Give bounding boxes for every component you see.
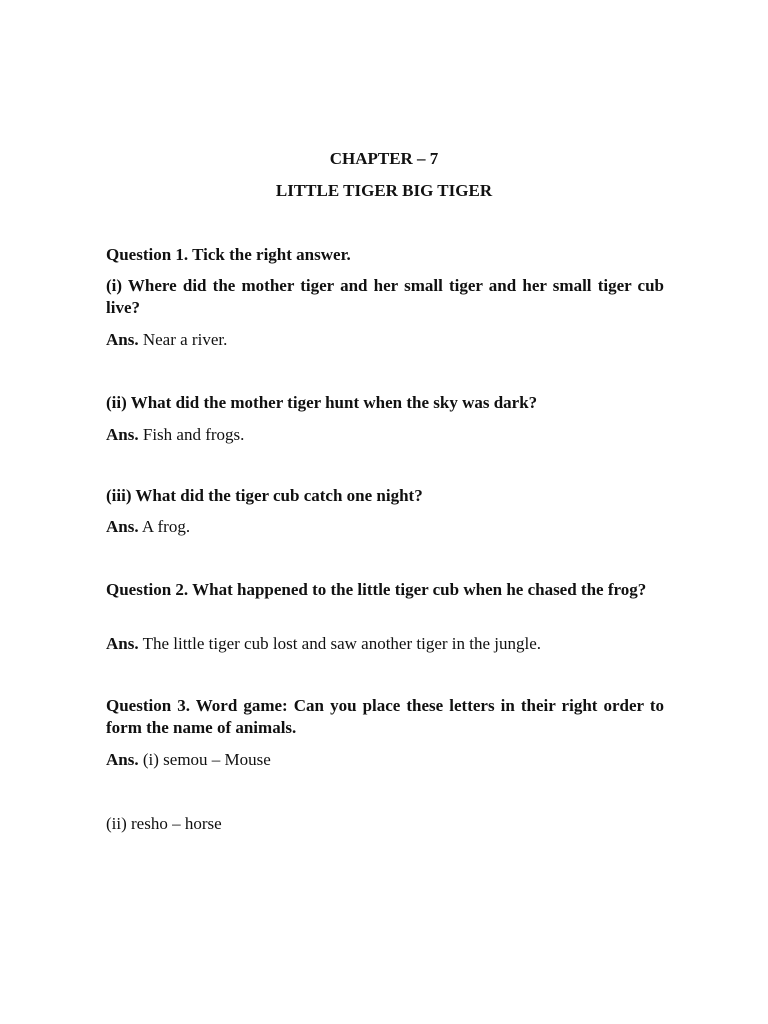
answer-text: Fish and frogs.: [142, 425, 245, 444]
answer-3-part-i: [106, 749, 664, 771]
question-1-part-iii: (iii) What did the tiger cub catch one night?: [106, 486, 423, 505]
answer-label: Ans.: [106, 634, 139, 653]
answer-1-part-iii: [106, 516, 664, 538]
answer-label: Ans.: [106, 517, 139, 536]
answer-1-part-ii: [106, 424, 664, 446]
question-2: Question 2. What happened to the little tiger cub when he chased the frog?: [106, 580, 647, 599]
answer-text: A frog.: [141, 517, 191, 536]
question-3: Question 3. Word game: Can you place these letters in their right order to form the name of animals.: [106, 696, 664, 737]
answer-1-part-i: [106, 329, 664, 351]
question-1-heading: Question 1. Tick the right answer.: [106, 245, 351, 264]
answer-text: (i) semou – Mouse: [142, 750, 271, 769]
answer-label: Ans.: [106, 425, 139, 444]
answer-label: Ans.: [106, 330, 139, 349]
answer-3-part-ii: (ii) resho – horse: [106, 814, 222, 833]
question-1-part-ii: (ii) What did the mother tiger hunt when the sky was dark?: [106, 393, 538, 412]
chapter-heading: CHAPTER – 7: [329, 149, 439, 168]
answer-text: The little tiger cub lost and saw another tiger in the jungle.: [142, 634, 542, 653]
answer-text: Near a river.: [142, 330, 228, 349]
question-1-part-i: (i) Where did the mother tiger and her small tiger and her small tiger cub live?: [106, 276, 664, 317]
answer-label: Ans.: [106, 750, 139, 769]
chapter-title: LITTLE TIGER BIG TIGER: [275, 181, 493, 200]
answer-2: [106, 633, 664, 655]
